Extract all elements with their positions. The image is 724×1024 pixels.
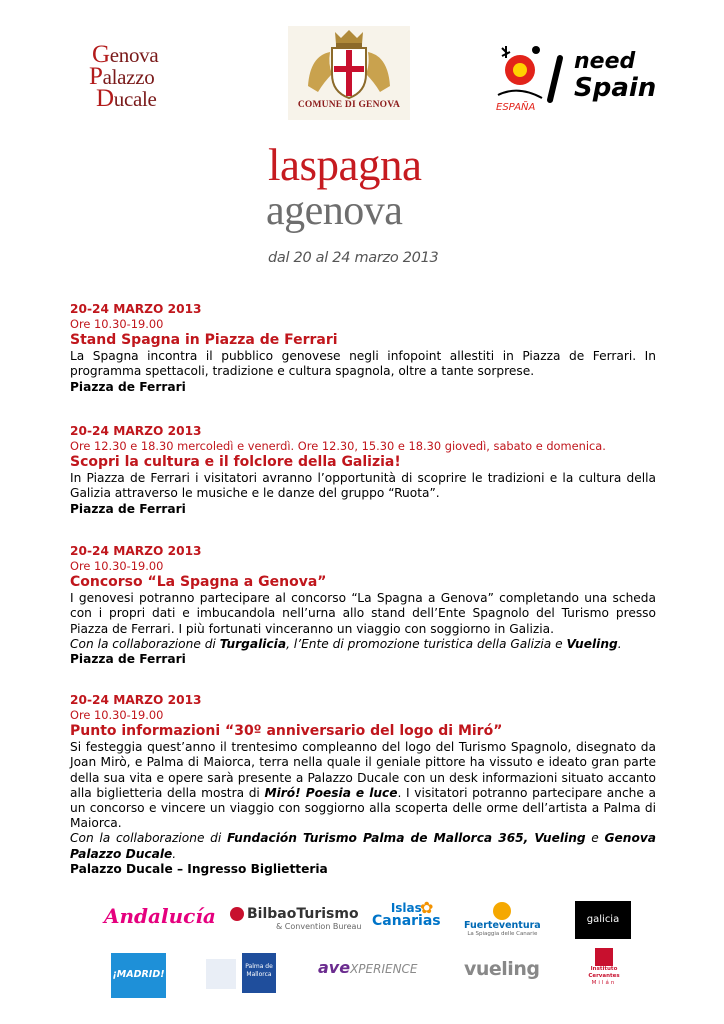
title-line1: laspagna [268,140,422,190]
event-time: Ore 12.30 e 18.30 mercoledì e venerdì. Ore 12.30, 15.30 e 18.30 giovedì, sabato e domenica. [70,439,606,454]
event-date: 20-24 MARZO 2013 [70,544,202,558]
i-need-spain-logo [490,40,680,114]
comune-label: COMUNE DI GENOVA [297,100,401,110]
event-heading: Stand Spagna in Piazza de Ferrari [70,332,338,349]
event-place: Piazza de Ferrari [70,652,186,667]
cervantes-logo: Instituto Cervantes Milán [582,948,626,987]
event-1 [70,302,656,395]
event-collaboration: Con la collaborazione di Turgalicia, l’Ente di promozione turistica della Galizia e Vueling. [70,636,622,651]
fuerteventura-logo: Fuerteventura La Spiaggia delle Canarie [464,902,541,937]
event-4 [70,693,656,877]
event-date: 20-24 MARZO 2013 [70,302,202,316]
event-body: La Spagna incontra il pubblico genovese negli infopoint allestiti in Piazza de Ferrari. In programma spettacoli, tradizione e cultura spagnola, oltre a tante sorprese. [70,349,656,379]
event-heading: Scopri la cultura e il folclore della Galizia! [70,454,401,471]
event-heading: Concorso “La Spagna a Genova” [70,574,327,591]
event-time: Ore 10.30-19.00 [70,317,164,332]
title-dates: dal 20 al 24 marzo 2013 [268,250,439,266]
svg-text:Spain: Spain [574,73,657,103]
vueling-logo: vueling [464,958,540,980]
ave-experience-logo: aveXPERIENCE [318,958,418,977]
palma-logo: Palma de Mallorca [206,953,276,995]
event-2 [70,424,656,517]
espana-text: ESPAÑA [496,102,536,113]
svg-text:need: need [574,49,636,74]
event-collaboration: Con la collaborazione di Fundación Turismo Palma de Mallorca 365, Vueling e Genova Palazzo Ducale. [70,831,657,861]
event-body: Si festeggia quest’anno il trentesimo compleanno del logo del Turismo Spagnolo, disegnato da Joan Mirò, e Palma di Maiorca, terra nella quale il geniale pittore ha vissuto e ideato gran parte della sua vita e opere sarà presente a Palazzo Ducale con un desk informazioni situato accanto alla biglietteria della mostra di Miró! Poesia e luce. I visitatori potranno partecipare anche a un concorso e vincere un viaggio con soggiorno alla scoperta delle orme dell’artista a Palma di Maiorca. [70,740,656,831]
event-time: Ore 10.30-19.00 [70,559,164,574]
title-line2: agenova [266,188,403,234]
event-place: Piazza de Ferrari [70,379,186,394]
event-heading: Punto informazioni “30º anniversario del logo di Miró” [70,723,503,740]
event-body: In Piazza de Ferrari i visitatori avranno l’opportunità di scoprire le tradizioni e la cultura della Galizia attraverso le musiche e le danze del gruppo “Ruota”. [70,471,656,501]
event-time: Ore 10.30-19.00 [70,708,164,723]
event-place: Palazzo Ducale – Ingresso Biglietteria [70,861,328,876]
event-date: 20-24 MARZO 2013 [70,424,202,438]
palazzo-ducale-logo: Genova Palazzo Ducale [89,41,159,112]
event-place: Piazza de Ferrari [70,501,186,516]
palazzo-logo-line1: enova [109,43,159,67]
andalucia-logo: Andalucía [104,904,216,928]
galicia-logo: galicia [575,901,631,939]
bilbao-logo: BilbaoTurismo & Convention Bureau [230,906,362,931]
event-date: 20-24 MARZO 2013 [70,693,202,707]
madrid-logo: ¡MADRID! [111,953,166,998]
event-body: I genovesi potranno partecipare al concorso “La Spagna a Genova” completando una scheda con i propri dati e imbucandola nell’urna allo stand dell’Ente Spagnolo del Turismo presso Piazza de Ferrari. I più fortunati vinceranno un viaggio con soggiorno in Galizia. [70,591,656,636]
event-3 [70,544,656,667]
islas-canarias-logo: Islas Canarias ✿ [372,898,441,929]
